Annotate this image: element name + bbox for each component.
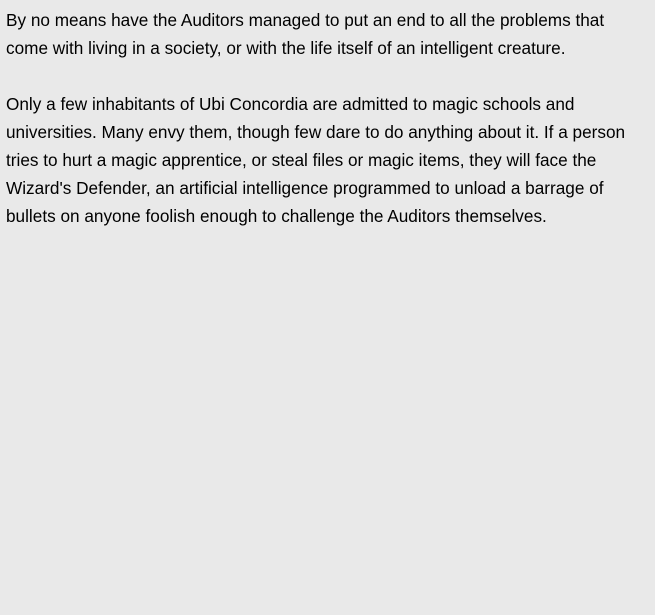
paragraph-magic-schools: Only a few inhabitants of Ubi Concordia are admitted to magic schools and universities. Many envy them, though few dare to do anything about it. If a person tries to hurt a magic apprentice, or steal files or magic items, they will face the Wizard's Defender, an artificial intelligence programmed to unload a barrage of bullets on anyone foolish enough to challenge the Auditors themselves. bbox=[6, 94, 626, 226]
paragraph-auditors-problems: By no means have the Auditors managed to put an end to all the problems that come with living in a society, or with the life itself of an intelligent creature. bbox=[6, 10, 605, 58]
